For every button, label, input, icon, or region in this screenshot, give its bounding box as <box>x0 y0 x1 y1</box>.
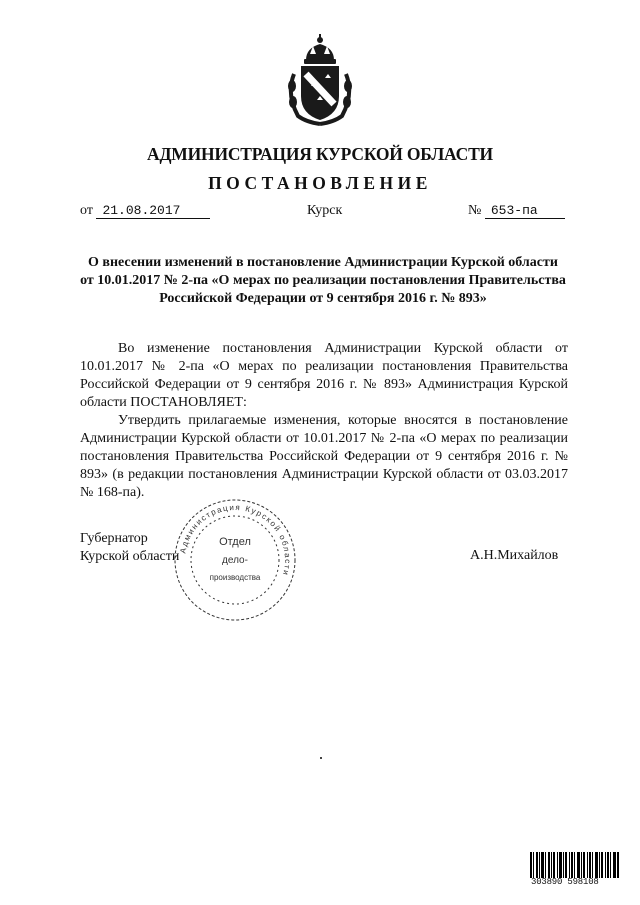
document-subject: О внесении изменений в постановление Администрации Курской области от 10.01.2017 № 2-па «О мерах по реализации постановления Правительства Российской Федерации от 9 сентября 2016 г. № 893» <box>80 255 566 306</box>
date-prefix: от <box>80 203 93 218</box>
city: Курск <box>307 203 343 218</box>
scan-speck <box>320 757 322 759</box>
official-stamp <box>172 497 298 623</box>
organization-title: АДМИНИСТРАЦИЯ КУРСКОЙ ОБЛАСТИ <box>147 144 493 164</box>
document-type: ПОСТАНОВЛЕНИЕ <box>208 173 432 193</box>
body-paragraph-1: Во изменение постановления Администрации Курской области от 10.01.2017 № 2-па «О мерах по реализации постановления Правительства Российской Федерации от 9 сентября 2016 г. № 893» Администрация Курской области ПОСТАНОВЛЯЕТ: <box>80 341 568 410</box>
barcode-number: 303890 598108 <box>531 877 599 887</box>
barcode-icon <box>530 852 620 878</box>
date-field <box>80 203 210 219</box>
body-paragraph-2: Утвердить прилагаемые изменения, которые вносятся в постановление Администрации Курской области от 10.01.2017 № 2-па «О мерах по реализации постановления Правительства Российской Федерации от 9 сентября 2016 г. № 893» (в редакции постановления Администрации Курской области от 03.03.2017 № 168-па). <box>80 413 568 500</box>
date-value: 21.08.2017 <box>96 203 210 219</box>
signatory-position <box>80 530 179 566</box>
number-value: 653-па <box>485 203 565 219</box>
stamp-line-2: дело- <box>222 555 248 566</box>
signatory-name: А.Н.Михайлов <box>470 548 559 563</box>
stamp-ring-text: Администрация Курской области <box>178 502 293 578</box>
position-line-1: Губернатор <box>80 531 148 546</box>
coat-of-arms-icon <box>284 34 356 126</box>
position-line-2: Курской области <box>80 549 180 564</box>
number-field <box>468 203 565 219</box>
stamp-line-1: Отдел <box>219 536 251 548</box>
document-body <box>80 340 568 502</box>
stamp-line-3: производства <box>209 573 261 582</box>
number-prefix: № <box>468 203 482 218</box>
